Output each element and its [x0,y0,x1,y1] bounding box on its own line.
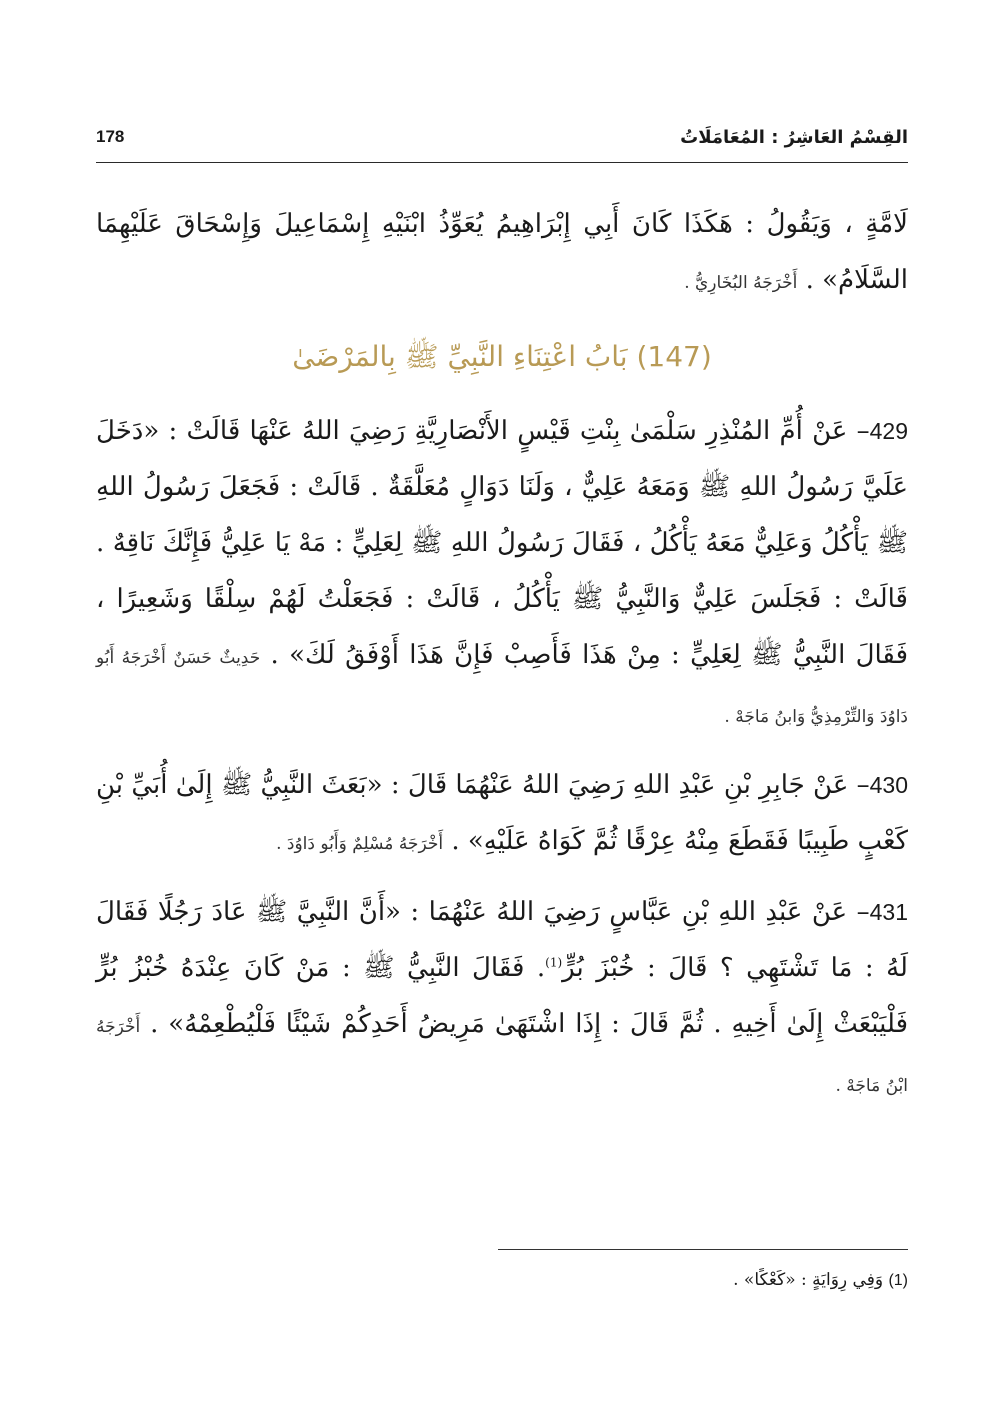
hadith-text: – عَنْ عَبْدِ اللهِ بْنِ عَبَّاسٍ رَضِيَ اللهُ عَنْهُمَا : «أَنَّ النَّبِيَّ ﷺ عَادَ رَجُلًا فَقَالَ لَهُ : مَا تَشْتَهِي ؟ قَالَ : خُبْزَ بُرٍّ [96,897,908,983]
hadith-text: – عَنْ جَابِرِ بْنِ عَبْدِ اللهِ رَضِيَ اللهُ عَنْهُمَا قَالَ : «بَعَثَ النَّبِيُّ ﷺ إِلَىٰ أُبَيِّ بْنِ كَعْبٍ طَبِيبًا فَقَطَعَ مِنْهُ عِرْقًا ثُمَّ كَوَاهُ عَلَيْهِ» . [96,770,908,856]
book-page [96,0,908,1417]
chapter-heading: (147) بَابُ اعْتِنَاءِ النَّبِيِّ ﷺ بِالمَرْضَىٰ [292,340,712,373]
intro-reference: أَخْرَجَهُ البُخَارِيُّ . [684,273,798,293]
hadith-431 [96,884,908,1114]
footnote-divider [498,1249,908,1250]
hadith-text-continued: . فَقَالَ النَّبِيُّ ﷺ : مَنْ كَانَ عِنْدَهُ خُبْزُ بُرٍّ فَلْيَبْعَثْ إِلَىٰ أَخِيهِ . ثُمَّ قَالَ : إِذَا اشْتَهَىٰ مَرِيضُ أَحَدِكُمْ شَيْئًا فَلْيُطْعِمْهُ» . [96,953,908,1039]
intro-paragraph [96,196,908,311]
hadith-reference: أَخْرَجَهُ مُسْلِمٌ وَأَبُو دَاوُدَ . [276,834,444,854]
footnote-marker[interactable]: (1) [545,955,563,970]
footnote-text: وَفِي رِوَايَةٍ : «كَعْكًا» . [733,1270,884,1290]
hadith-430 [96,757,908,872]
page-number: 178 [96,127,125,146]
hadith-reference: حَدِيثٌ حَسَنٌ أَخْرَجَهُ أَبُو دَاوُدَ وَالتِّرْمِذِيُّ وَابنُ مَاجَهْ . [96,648,908,727]
hadith-number: 431 [869,899,908,925]
footnote-number: (1) [888,1272,908,1289]
footnote [96,1265,908,1296]
intro-text: لَامَّةٍ ، وَيَقُولُ : هَكَذَا كَانَ أَبِي إِبْرَاهِيمُ يُعَوِّذُ ابْنَيْهِ إِسْمَاعِيلَ وَإِسْحَاقَ عَلَيْهِمَا السَّلَامُ» . [96,209,908,295]
running-header [96,112,908,163]
hadith-number: 430 [869,772,908,798]
hadith-reference: أَخْرَجَهُ ابْنُ مَاجَهْ . [96,1017,908,1096]
section-title: القِسْمُ العَاشِرُ : المُعَامَلَاتُ [680,126,908,148]
main-text [96,196,908,1114]
hadith-number: 429 [869,418,908,444]
hadith-429 [96,403,908,745]
hadith-text: – عَنْ أُمِّ المُنْذِرِ سَلْمَىٰ بِنْتِ قَيْسٍ الأَنْصَارِيَّةِ رَضِيَ اللهُ عَنْهَا قَالَتْ : «دَخَلَ عَلَيَّ رَسُولُ اللهِ ﷺ وَمَعَهُ عَلِيٌّ ، وَلَنَا دَوَالٍ مُعَلَّقَةٌ . قَالَتْ : فَجَعَلَ رَسُولُ اللهِ ﷺ يَأْكُلُ وَعَلِيٌّ مَعَهُ يَأْكُلُ ، فَقَالَ رَسُولُ اللهِ ﷺ لِعَلِيٍّ : مَهْ يَا عَلِيُّ فَإِنَّكَ نَاقِهٌ . قَالَتْ : فَجَلَسَ عَلِيٌّ وَالنَّبِيُّ ﷺ يَأْكُلُ ، قَالَتْ : فَجَعَلْتُ لَهُمْ سِلْقًا وَشَعِيرًا ، فَقَالَ النَّبِيُّ ﷺ لِعَلِيٍّ : مِنْ هَذَا فَأَصِبْ فَإِنَّ هَذَا أَوْفَقُ لَكَ» . [96,416,909,670]
